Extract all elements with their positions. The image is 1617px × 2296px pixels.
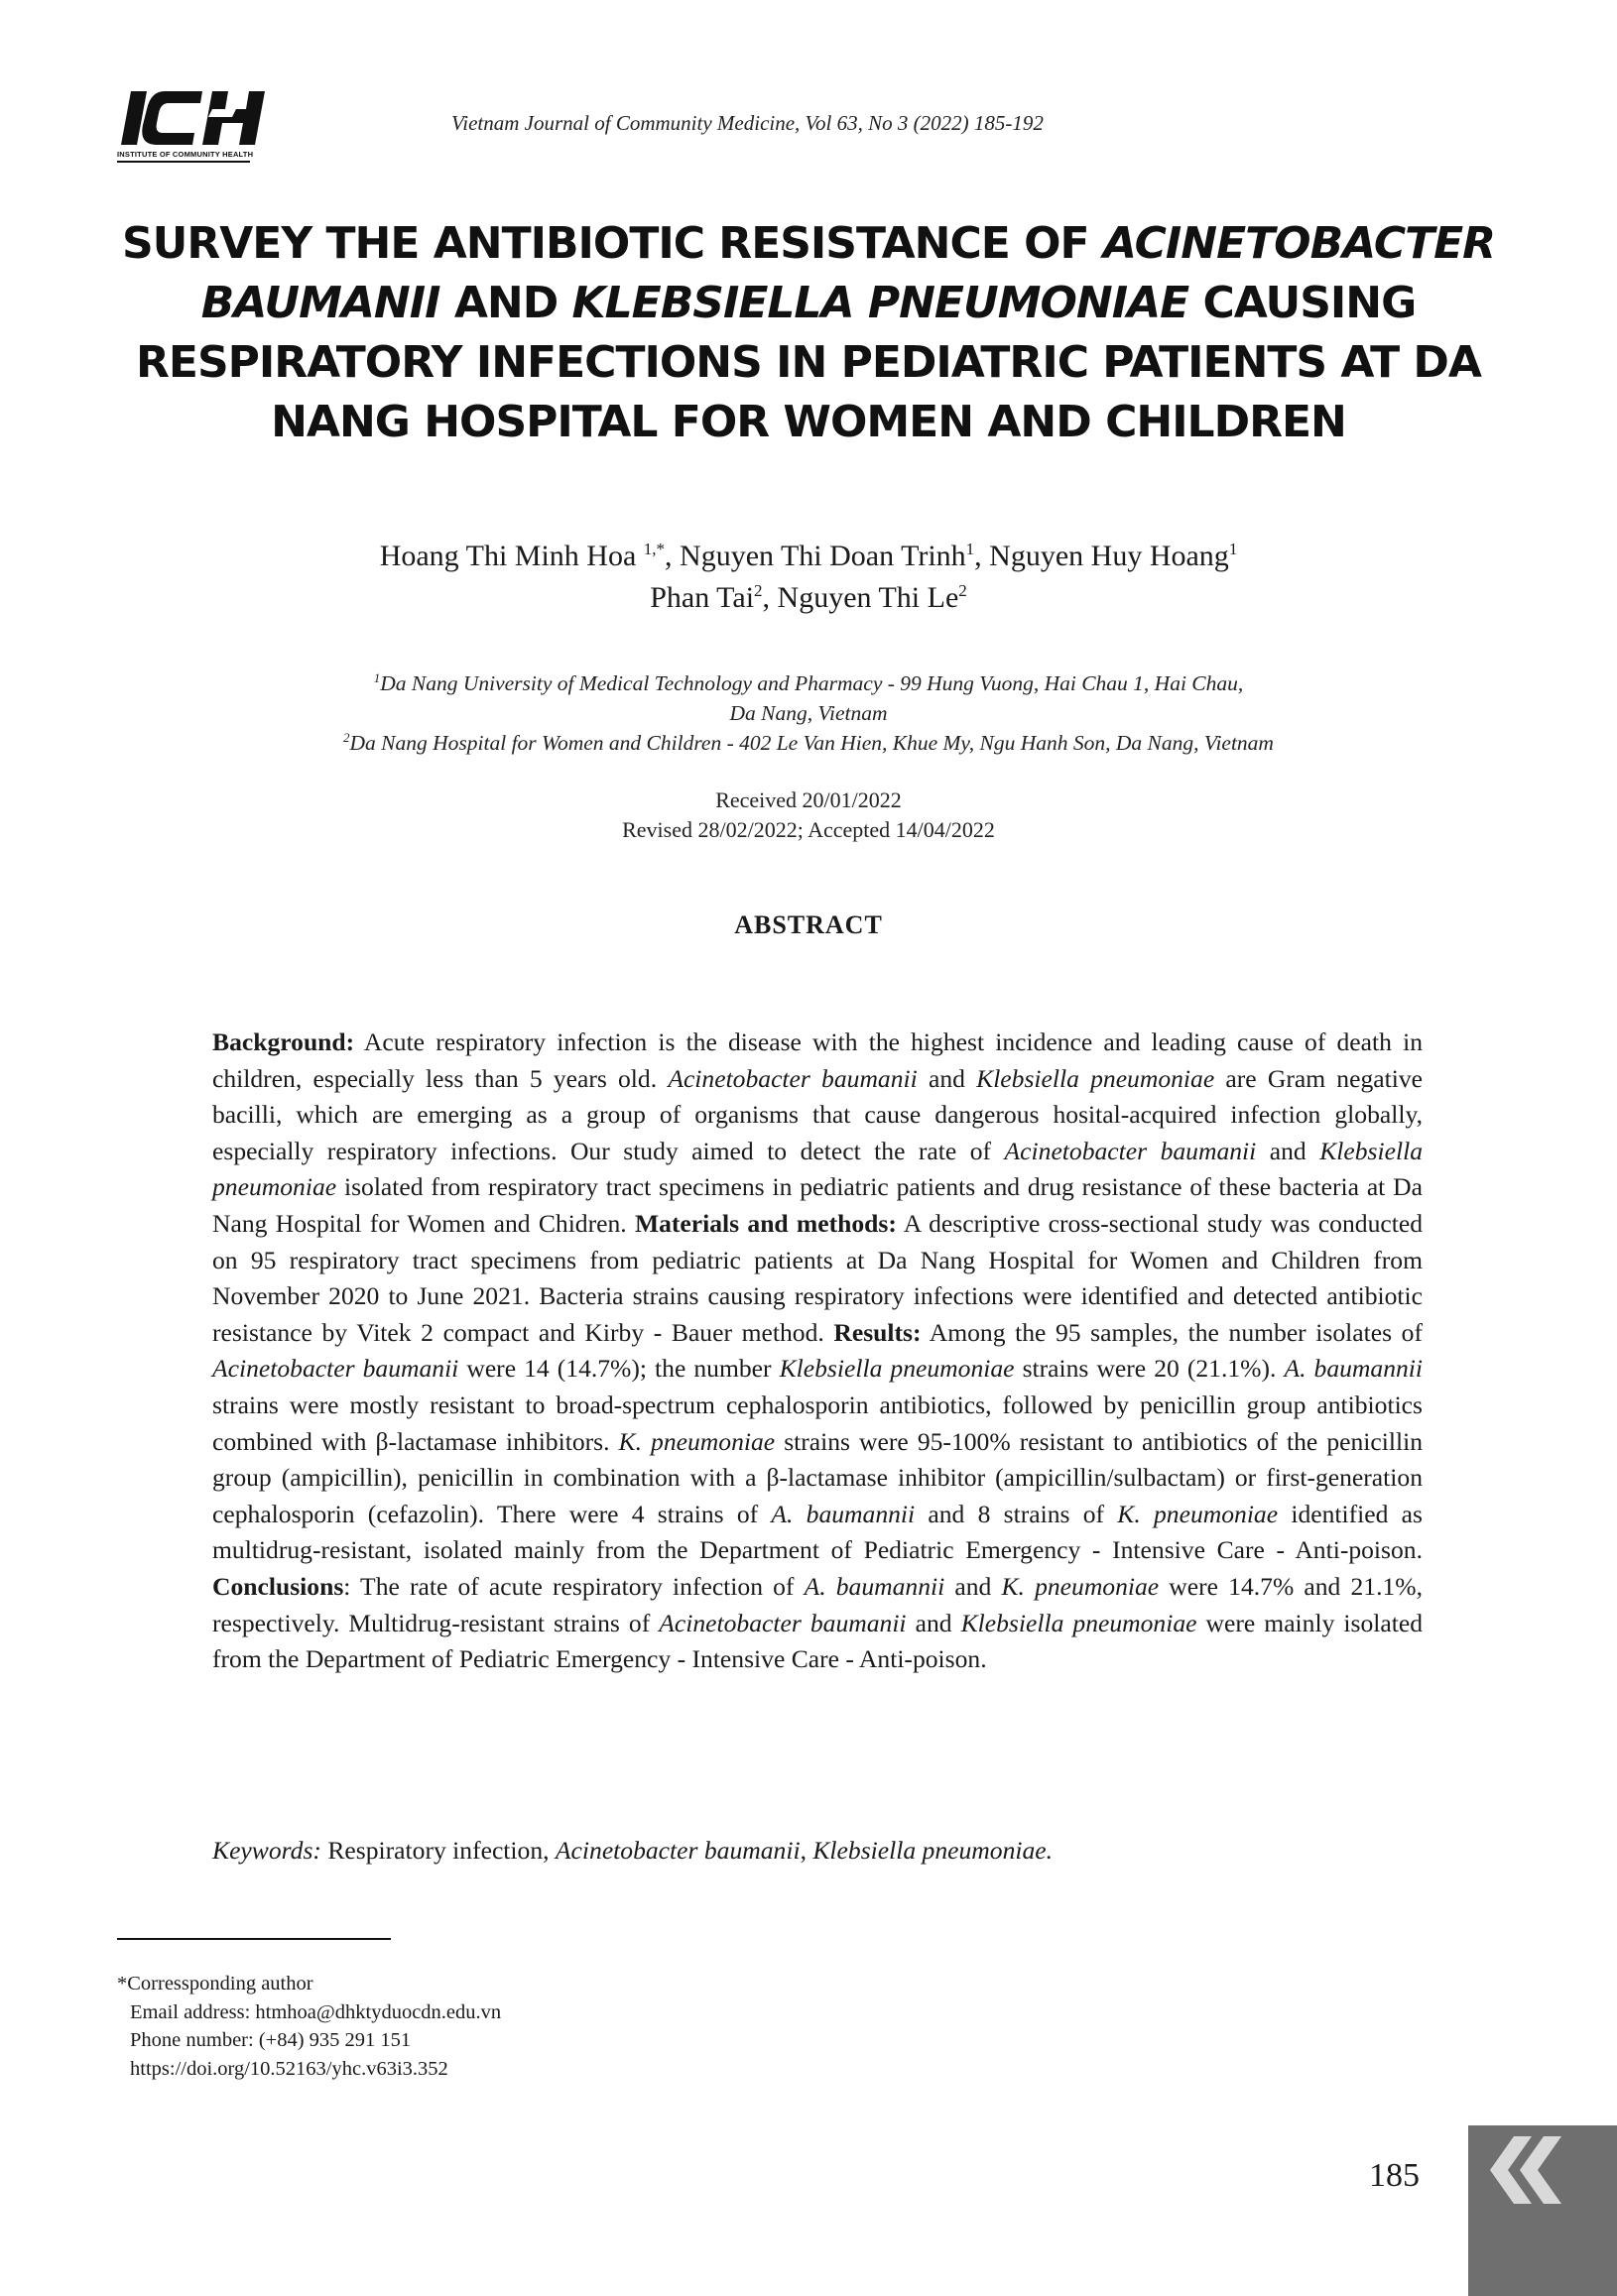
species-name: Klebsiella pneumoniae <box>212 1136 1423 1202</box>
author-name: , Nguyen Huy Hoang <box>974 540 1229 572</box>
logo-tagline: INSTITUTE OF COMMUNITY HEALTH <box>117 150 254 159</box>
abstract-text: and <box>1256 1136 1320 1165</box>
journal-citation: Vietnam Journal of Community Medicine, Vol 63, No 3 (2022) 185-192 <box>451 111 1044 135</box>
author-affiliation-mark: 1,* <box>643 540 666 558</box>
received-date: Received 20/01/2022 <box>715 787 902 812</box>
species-name: Acinetobacter baumanii <box>668 1063 918 1093</box>
abstract-heading: ABSTRACT <box>734 910 883 939</box>
doi-link[interactable]: https://doi.org/10.52163/yhc.v63i3.352 <box>130 2057 448 2080</box>
affiliation-text: Da Nang University of Medical Technology and Pharmacy - 99 Hung Vuong, Hai Chau 1, Hai Chau, <box>380 671 1244 695</box>
title-text: CAUSING <box>1188 278 1417 328</box>
species-name: Klebsiella pneumoniae <box>960 1608 1197 1637</box>
author-name: Phan Tai <box>650 581 755 614</box>
species-name: Klebsiella pneumoniae <box>976 1063 1215 1093</box>
title-species: BAUMANII <box>200 278 440 328</box>
footnote-rule <box>117 1938 391 1940</box>
abstract-text: Acute respiratory infection is the disease with the highest incidence and leading cause of death in children, especially less than 5 years old. <box>212 1027 1423 1093</box>
species-name: A. baumannii <box>1284 1354 1424 1384</box>
abstract-text: and <box>906 1608 961 1637</box>
abstract-body <box>212 1025 1423 1678</box>
title-line-4: NANG HOSPITAL FOR WOMEN AND CHILDREN <box>271 397 1346 447</box>
title-species: KLEBSIELLA PNEUMONIAE <box>571 278 1189 328</box>
double-chevron-left-icon <box>1474 2130 1565 2210</box>
revised-accepted-date: Revised 28/02/2022; Accepted 14/04/2022 <box>622 817 995 842</box>
title-line-1 <box>99 214 1518 274</box>
affiliation-text: Da Nang Hospital for Women and Children - 402 Le Van Hien, Khue My, Ngu Hanh Son, Da Nang, Vietnam <box>349 731 1274 755</box>
abstract-text: : The rate of acute respiratory infection of <box>343 1571 805 1601</box>
results-label: Results: <box>833 1317 922 1347</box>
conclusions-label: Conclusions <box>212 1571 344 1601</box>
abstract-text: and <box>944 1571 1002 1601</box>
author-name: , Nguyen Thi Le <box>762 581 959 614</box>
abstract-text: A descriptive cross-sectional study was conducted on 95 respiratory tract specimens from pediatric patients at Da Nang Hospital for Women and Children from November 2020 to June 2021. Bacteria strains causing respiratory infections were identified and detected antibiotic resistance by Vitek 2 compact and Kirby - Bauer method. <box>212 1208 1423 1347</box>
title-text: SURVEY THE ANTIBIOTIC RESISTANCE OF <box>121 218 1103 269</box>
methods-label: Materials and methods: <box>634 1208 897 1238</box>
species-name: K. pneumoniae <box>1117 1499 1279 1528</box>
article-dates <box>99 785 1518 845</box>
title-text: AND <box>439 278 572 328</box>
title-line-2 <box>99 274 1518 333</box>
author-list <box>99 536 1518 619</box>
affiliation-2 <box>99 728 1518 758</box>
abstract-text: were 14 (14.7%); the number <box>458 1354 780 1384</box>
paper-title <box>99 214 1518 452</box>
title-species: ACINETOBACTER <box>1102 218 1496 269</box>
author-affiliation-mark: 1 <box>965 540 975 558</box>
abstract-text: identified as multidrug-resistant, isolated mainly from the Department of Pediatric Emergency - Intensive Care - Anti-poison. <box>212 1499 1423 1565</box>
author-affiliation-mark: 2 <box>754 581 763 600</box>
species-name: Acinetobacter baumanii <box>1004 1136 1257 1165</box>
species-name: Acinetobacter baumanii <box>212 1354 459 1384</box>
abstract-text: were mainly isolated from the Department of Pediatric Emergency - Intensive Care - Anti-poison. <box>212 1608 1424 1674</box>
keywords <box>212 1833 1423 1869</box>
abstract-text: Among the 95 samples, the number isolates of <box>921 1317 1423 1347</box>
abstract-text: strains were 20 (21.1%). <box>1014 1354 1285 1384</box>
author-affiliation-mark: 2 <box>958 581 967 600</box>
abstract-text: strains were mostly resistant to broad-spectrum cephalosporin antibiotics, followed by penicillin group antibiotics combined with β-lactamase inhibitors. <box>212 1390 1423 1456</box>
logo-underline <box>117 161 250 163</box>
affiliation-mark: 1 <box>373 669 381 685</box>
species-name: K. pneumoniae <box>1001 1571 1160 1601</box>
author-affiliation-mark: 1 <box>1228 540 1238 558</box>
species-name: K. pneumoniae <box>618 1426 776 1456</box>
species-name: Klebsiella pneumoniae <box>779 1354 1015 1384</box>
affiliations <box>99 668 1518 758</box>
abstract-text: and 8 strains of <box>915 1499 1118 1528</box>
species-name: A. baumannii <box>804 1571 945 1601</box>
keyword-separator: , <box>800 1836 813 1865</box>
background-label: Background: <box>212 1027 355 1056</box>
abstract-text: are Gram negative bacilli, which are emerging as a group of organisms that cause dangerous hosital-acquired infection globally, especially respiratory infections. Our study aimed to detect the rate of <box>212 1063 1423 1165</box>
corresponding-author: *Corressponding author <box>117 1973 313 1994</box>
abstract-text: strains were 95-100% resistant to antibiotics of the penicillin group (ampicillin), penicillin in combination with a β-lactamase inhibitor (ampicillin/sulbactam) or first-generation cephalosporin (cefazolin). There were 4 strains of <box>212 1426 1423 1528</box>
species-name: A. baumannii <box>771 1499 916 1528</box>
author-name: Hoang Thi Minh Hoa <box>379 540 644 572</box>
species-name: Acinetobacter baumanii <box>659 1608 907 1637</box>
abstract-text: isolated from respiratory tract specimens in pediatric patients and drug resistance of these bacteria at Da Nang Hospital for Women and Chidren. <box>212 1172 1423 1238</box>
affiliation-mark: 2 <box>343 729 350 745</box>
abstract-text: and <box>917 1063 977 1093</box>
title-line-3: RESPIRATORY INFECTIONS IN PEDIATRIC PATIENTS AT DA <box>136 337 1481 388</box>
keywords-label: Keywords: <box>212 1836 321 1865</box>
keyword-term: Acinetobacter baumanii <box>555 1836 801 1865</box>
email-address: Email address: htmhoa@dhktyduocdn.edu.vn <box>130 2000 502 2023</box>
affiliation-1 <box>99 668 1518 698</box>
author-name: , Nguyen Thi Doan Trinh <box>665 540 966 572</box>
keyword-text: Respiratory infection, <box>320 1836 556 1865</box>
abstract-text: were 14.7% and 21.1%, respectively. Multidrug-resistant strains of <box>212 1571 1423 1637</box>
affiliation-1-cont: Da Nang, Vietnam <box>729 701 888 725</box>
keyword-term: Klebsiella pneumoniae. <box>812 1836 1054 1865</box>
phone-number: Phone number: (+84) 935 291 151 <box>130 2029 412 2052</box>
page-number: 185 <box>1369 2157 1420 2194</box>
footnote <box>117 1970 911 2083</box>
